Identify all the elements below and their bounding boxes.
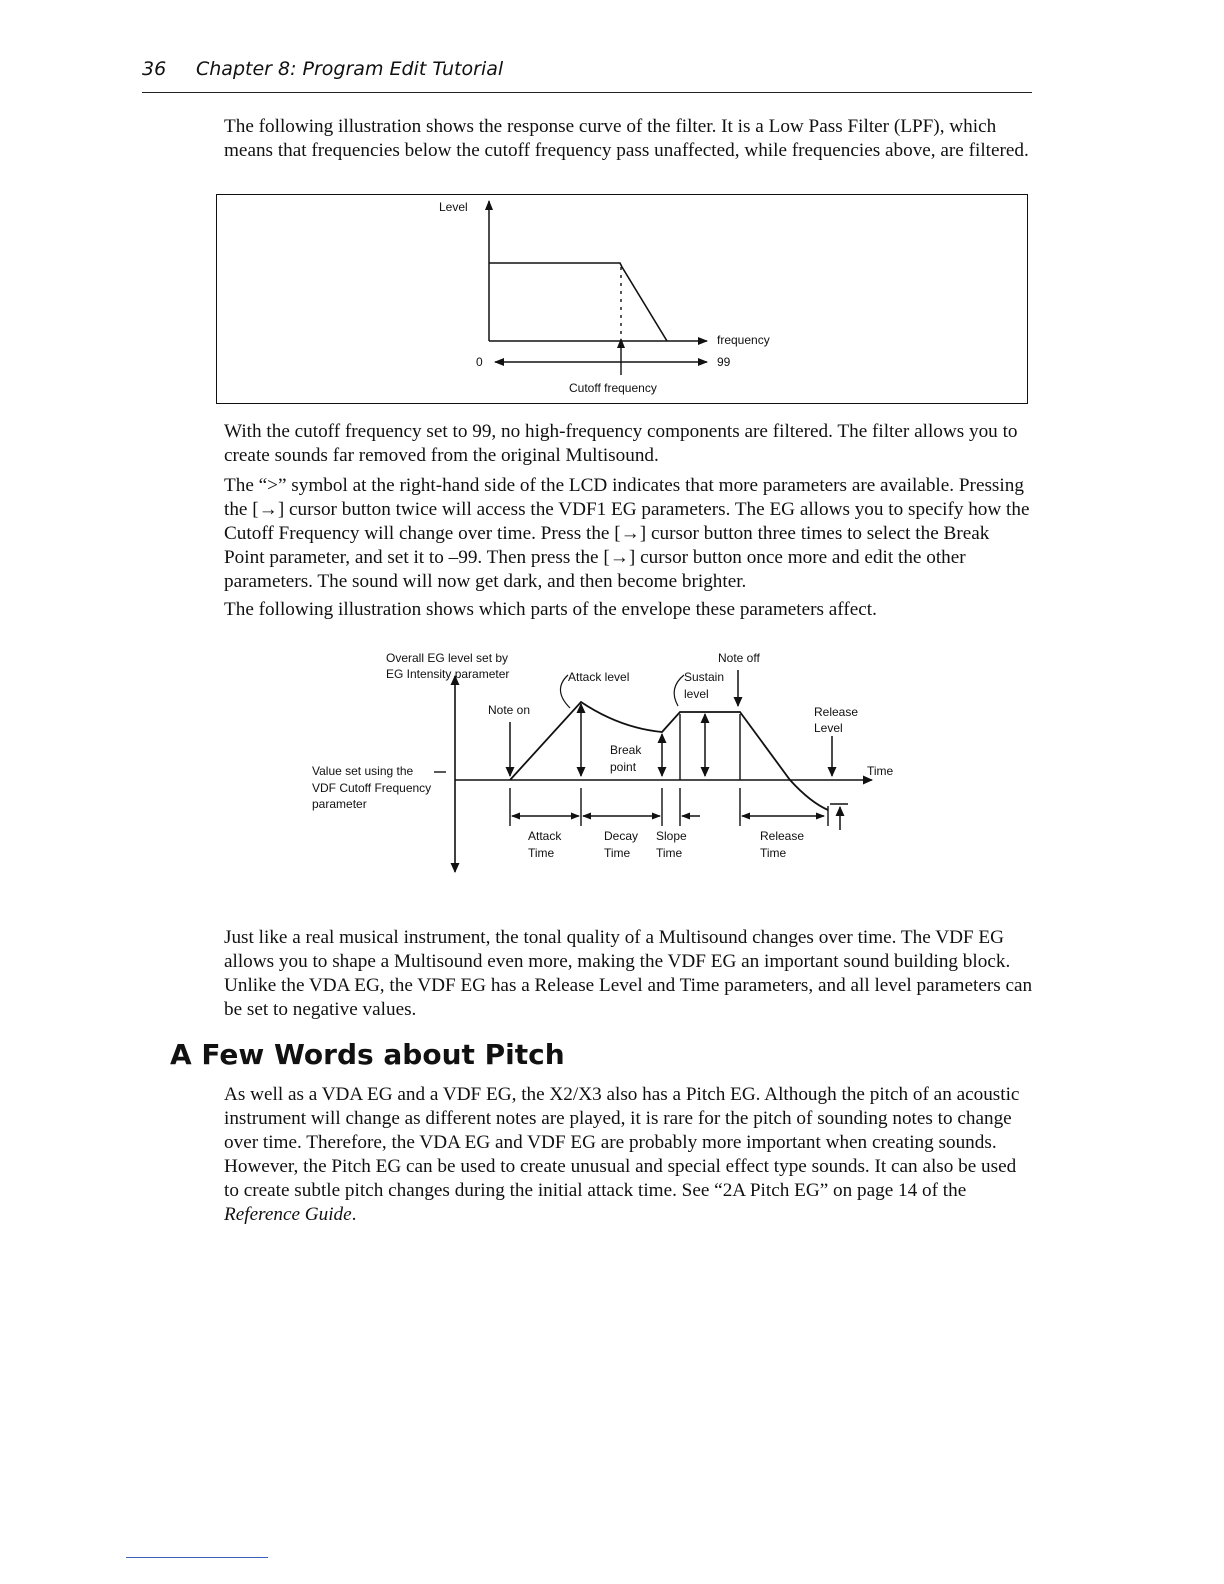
slope-time-label-1: Slope	[656, 829, 687, 843]
break-point-label-1: Break	[610, 743, 642, 757]
sustain-label-2: level	[684, 687, 709, 701]
overall-eg-label-1: Overall EG level set by	[386, 651, 509, 665]
cutoff-label: Cutoff frequency	[569, 381, 657, 395]
note-off-label: Note off	[718, 651, 760, 665]
frequency-label: frequency	[717, 333, 770, 347]
filter-response-figure	[216, 194, 1028, 404]
release-time-label-1: Release	[760, 829, 805, 843]
attack-time-label-2: Time	[528, 846, 555, 860]
slope-time-label-2: Time	[656, 846, 683, 860]
cutoff-paragraph: With the cutoff frequency set to 99, no high-frequency components are filtered. The filter allows you to create sounds far removed from the original Multisound.	[224, 421, 1018, 466]
level-label: Level	[439, 200, 468, 214]
decay-time-label-2: Time	[604, 846, 631, 860]
footer-line	[126, 1557, 268, 1558]
intro-paragraph: The following illustration shows the response curve of the filter. It is a Low Pass Filter (LPF), which means that frequencies below the cutoff frequency pass unaffected, while frequencies above, are filtered.	[224, 116, 1029, 161]
header-rule	[142, 92, 1032, 93]
envelope-intro-paragraph: The following illustration shows which parts of the envelope these parameters affect.	[224, 599, 877, 620]
time-label: Time	[867, 764, 894, 778]
chapter-title: Chapter 8: Program Edit Tutorial	[196, 58, 504, 80]
release-level-label-2: Level	[814, 721, 843, 735]
parameters-paragraph: The “>” symbol at the right-hand side of the LCD indicates that more parameters are available. Pressing the [→] cursor button twice will access the VDF1 EG parameters. The EG allows you to specify how the Cutoff Frequency will change over time. Press the [→] cursor button three times to select the Break Point parameter, and set it to –99. Then press the [→] cursor button once more and edit the other parameters. The sound will now get dark, and then become brighter.	[224, 475, 1030, 592]
zero-label: 0	[476, 355, 483, 369]
release-time-label-2: Time	[760, 846, 787, 860]
attack-level-label: Attack level	[568, 670, 630, 684]
pitch-text-end: .	[351, 1204, 357, 1225]
sustain-label-1: Sustain	[684, 670, 725, 684]
attack-time-label-1: Attack	[528, 829, 562, 843]
value-label-3: parameter	[312, 797, 367, 811]
filter-response-svg	[217, 195, 1026, 402]
sustain-leader	[674, 675, 684, 706]
note-on-label: Note on	[488, 703, 531, 717]
ninety-nine-label: 99	[717, 355, 731, 369]
page-header	[142, 58, 1032, 80]
value-label-1: Value set using the	[312, 764, 414, 778]
response-curve	[489, 263, 667, 341]
page-number: 36	[142, 58, 167, 80]
eg-envelope-figure	[300, 640, 920, 880]
envelope-curve	[510, 702, 828, 810]
reference-guide-title: Reference Guide	[224, 1204, 352, 1225]
decay-time-label-1: Decay	[604, 829, 639, 843]
release-level-label-1: Release	[814, 705, 859, 719]
tonal-quality-paragraph: Just like a real musical instrument, the tonal quality of a Multisound changes over time. The VDF EG allows you to shape a Multisound even more, making the VDF EG an important sound building block. Unlike the VDA EG, the VDF EG has a Release Level and Time parameters, and all level parameters can be set to negative values.	[224, 927, 1033, 1020]
pitch-paragraph	[224, 1083, 1034, 1227]
break-point-label-2: point	[610, 760, 637, 774]
section-heading: A Few Words about Pitch	[170, 1038, 565, 1071]
pitch-text: As well as a VDA EG and a VDF EG, the X2/X3 also has a Pitch EG. Although the pitch of an acoustic instrument will change as different notes are played, it is rare for the pitch of sounding notes to change over time. Therefore, the VDA EG and VDF EG are probably more important when creating sounds. However, the Pitch EG can be used to create unusual and special effect type sounds. It can also be used to create subtle pitch changes during the initial attack time. See “2A Pitch EG” on page 14 of the	[224, 1084, 1020, 1201]
value-label-2: VDF Cutoff Frequency	[312, 781, 432, 795]
overall-eg-label-2: EG Intensity parameter	[386, 667, 510, 681]
